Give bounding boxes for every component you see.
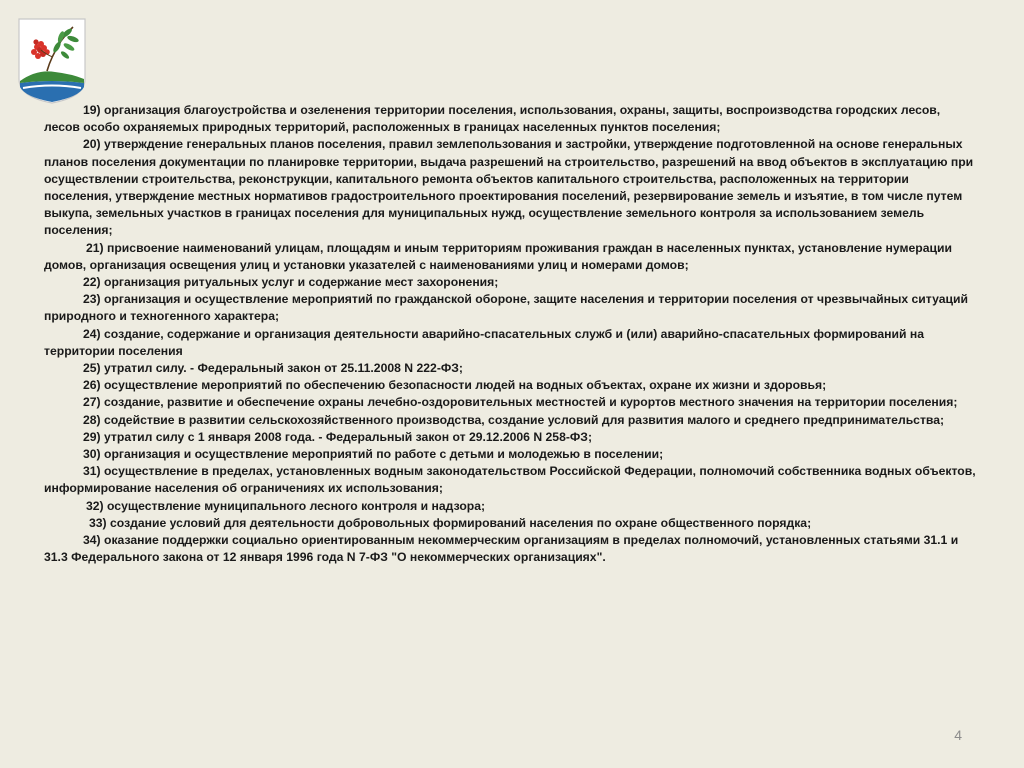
powers-list — [44, 102, 979, 566]
list-item: 27) создание, развитие и обеспечение охраны лечебно-оздоровительных местностей и курортов местного значения на территории поселения; — [83, 395, 958, 410]
list-item: 24) создание, содержание и организация деятельности аварийно-спасательных служб и (или) аварийно-спасательных формирований на территории поселения — [44, 326, 924, 358]
list-item: 29) утратил силу с 1 января 2008 года. - Федеральный закон от 29.12.2006 N 258-ФЗ; — [83, 429, 593, 444]
list-item: 32) осуществление муниципального лесного контроля и надзора; — [86, 498, 486, 513]
list-item: 22) организация ритуальных услуг и содержание мест захоронения; — [83, 275, 499, 290]
coat-of-arms-icon — [17, 17, 87, 105]
list-item: 23) организация и осуществление мероприятий по гражданской обороне, защите населения и территории поселения от чрезвычайных ситуаций природного и техногенного характера; — [44, 292, 968, 324]
list-item: 33) создание условий для деятельности добровольных формирований населения по охране общественного порядка; — [89, 515, 812, 530]
list-item: 28) содействие в развитии сельскохозяйственного производства, создание условий для развития малого и среднего предпринимательства; — [83, 412, 945, 427]
list-item: 30) организация и осуществление мероприятий по работе с детьми и молодежью в поселении; — [83, 447, 664, 462]
list-item: 34) оказание поддержки социально ориентированным некоммерческим организациям в пределах полномочий, установленных статьями 31.1 и 31.3 Федерального закона от 12 января 1996 года N 7-ФЗ "О некоммерческих организациях". — [44, 533, 959, 565]
list-item: 21) присвоение наименований улицам, площадям и иным территориям проживания граждан в населенных пунктах, установление нумерации домов, организация освещения улиц и установки указателей с наименованиями улиц и номерами домов; — [44, 240, 952, 272]
list-item: 31) осуществление в пределах, установленных водным законодательством Российской Федерации, полномочий собственника водных объектов, информирование населения об ограничениях их использования; — [44, 464, 976, 496]
page-number: 4 — [954, 727, 962, 743]
list-item: 20) утверждение генеральных планов поселения, правил землепользования и застройки, утверждение подготовленной на основе генеральных планов поселения документации по планировке территории, выдача разрешений на строительство, разрешений на ввод объектов в эксплуатацию при осуществлении строительства, реконструкции, капитального ремонта объектов капитального строительства, расположенных на территории поселения, утверждение местных нормативов градостроительного проектирования поселений, резервирование земель и изъятие, в том числе путем выкупа, земельных участков в границах поселения для муниципальных нужд, осуществление земельного контроля за использованием земель поселения; — [44, 137, 974, 238]
list-item: 19) организация благоустройства и озеленения территории поселения, использования, охраны, защиты, воспроизводства городских лесов, лесов особо охраняемых природных территорий, расположенных в границах населенных пунктов поселения; — [44, 103, 941, 135]
list-item: 26) осуществление мероприятий по обеспечению безопасности людей на водных объектах, охране их жизни и здоровья; — [83, 378, 827, 393]
list-item: 25) утратил силу. - Федеральный закон от 25.11.2008 N 222-ФЗ; — [83, 361, 463, 376]
